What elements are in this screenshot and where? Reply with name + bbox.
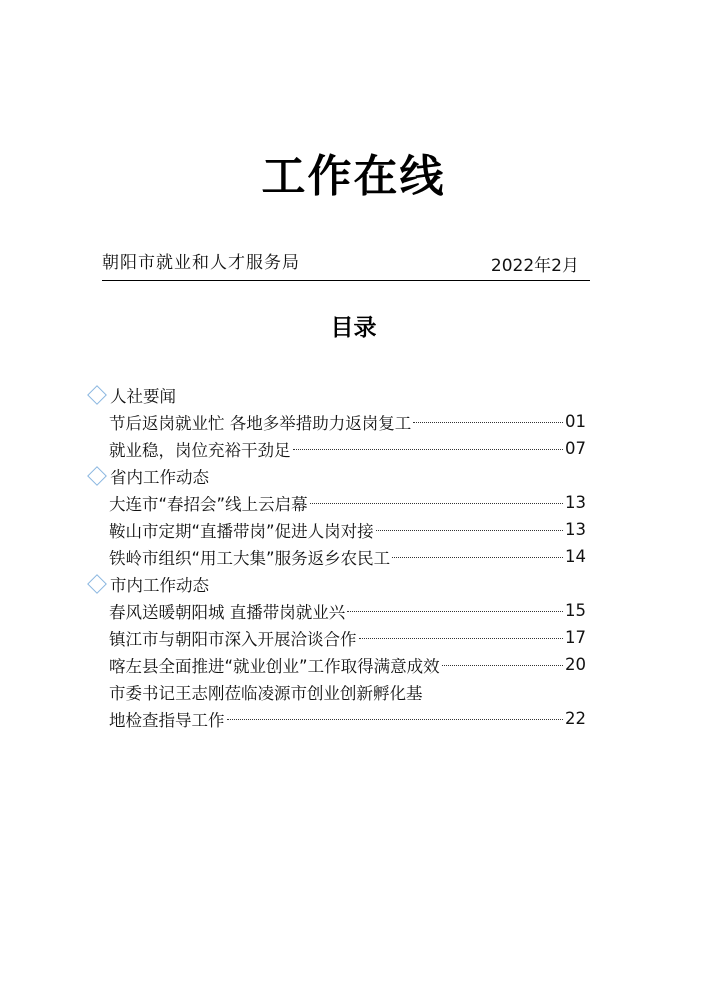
dot-leader bbox=[227, 719, 564, 720]
entry-title: 喀左县全面推进“就业创业”工作取得满意成效 bbox=[109, 656, 440, 676]
entry-title: 春风送暖朝阳城 直播带岗就业兴 bbox=[109, 602, 346, 622]
issuer: 朝阳市就业和人才服务局 bbox=[102, 253, 300, 273]
dot-leader bbox=[392, 557, 563, 558]
entry-title: 镇江市与朝阳市深入开展洽谈合作 bbox=[109, 629, 357, 649]
toc-entry[interactable] bbox=[85, 489, 585, 516]
entry-page: 07 bbox=[565, 439, 586, 458]
toc-entry[interactable] bbox=[85, 597, 585, 624]
entry-page: 14 bbox=[565, 547, 586, 566]
toc-entry-line1[interactable] bbox=[85, 678, 585, 705]
toc-section bbox=[85, 381, 585, 408]
dot-leader bbox=[442, 665, 563, 666]
toc-entry[interactable] bbox=[85, 651, 585, 678]
dot-leader bbox=[413, 422, 563, 423]
toc-section bbox=[85, 570, 585, 597]
toc-entry[interactable] bbox=[85, 624, 585, 651]
toc-entry[interactable] bbox=[85, 408, 585, 435]
entry-page: 01 bbox=[565, 412, 586, 431]
diamond-bullet-icon bbox=[87, 385, 107, 405]
dot-leader bbox=[376, 530, 563, 531]
entry-title: 节后返岗就业忙 各地多举措助力返岗复工 bbox=[109, 413, 412, 433]
header-rule bbox=[102, 280, 590, 281]
dot-leader bbox=[310, 503, 563, 504]
entry-title: 鞍山市定期“直播带岗”促进人岗对接 bbox=[109, 521, 374, 541]
toc-entry[interactable] bbox=[85, 516, 585, 543]
entry-page: 22 bbox=[565, 709, 586, 728]
entry-title: 大连市“春招会”线上云启幕 bbox=[109, 494, 308, 514]
entry-title: 市委书记王志刚莅临凌源市创业创新孵化基 bbox=[109, 683, 423, 703]
entry-title: 铁岭市组织“用工大集”服务返乡农民工 bbox=[109, 548, 391, 568]
diamond-bullet-icon bbox=[87, 466, 107, 486]
issue-date: 2022年2月 bbox=[490, 256, 579, 276]
entry-page: 13 bbox=[565, 493, 586, 512]
dot-leader bbox=[359, 638, 564, 639]
document-title: 工作在线 bbox=[261, 151, 446, 202]
diamond-bullet-icon bbox=[87, 574, 107, 594]
entry-page: 20 bbox=[565, 655, 586, 674]
section-title: 人社要闻 bbox=[110, 386, 176, 406]
toc-section bbox=[85, 462, 585, 489]
dot-leader bbox=[347, 611, 563, 612]
entry-page: 13 bbox=[565, 520, 586, 539]
toc-entry[interactable] bbox=[85, 543, 585, 570]
toc-entry[interactable] bbox=[85, 435, 585, 462]
table-of-contents bbox=[85, 381, 585, 732]
entry-title: 地检查指导工作 bbox=[109, 710, 225, 730]
entry-page: 15 bbox=[565, 601, 586, 620]
entry-title: 就业稳，岗位充裕干劲足 bbox=[109, 440, 291, 460]
entry-page: 17 bbox=[565, 628, 586, 647]
toc-entry-line2[interactable] bbox=[85, 705, 585, 732]
dot-leader bbox=[293, 449, 564, 450]
section-title: 省内工作动态 bbox=[110, 467, 209, 487]
toc-heading: 目录 bbox=[330, 315, 377, 341]
section-title: 市内工作动态 bbox=[110, 575, 209, 595]
